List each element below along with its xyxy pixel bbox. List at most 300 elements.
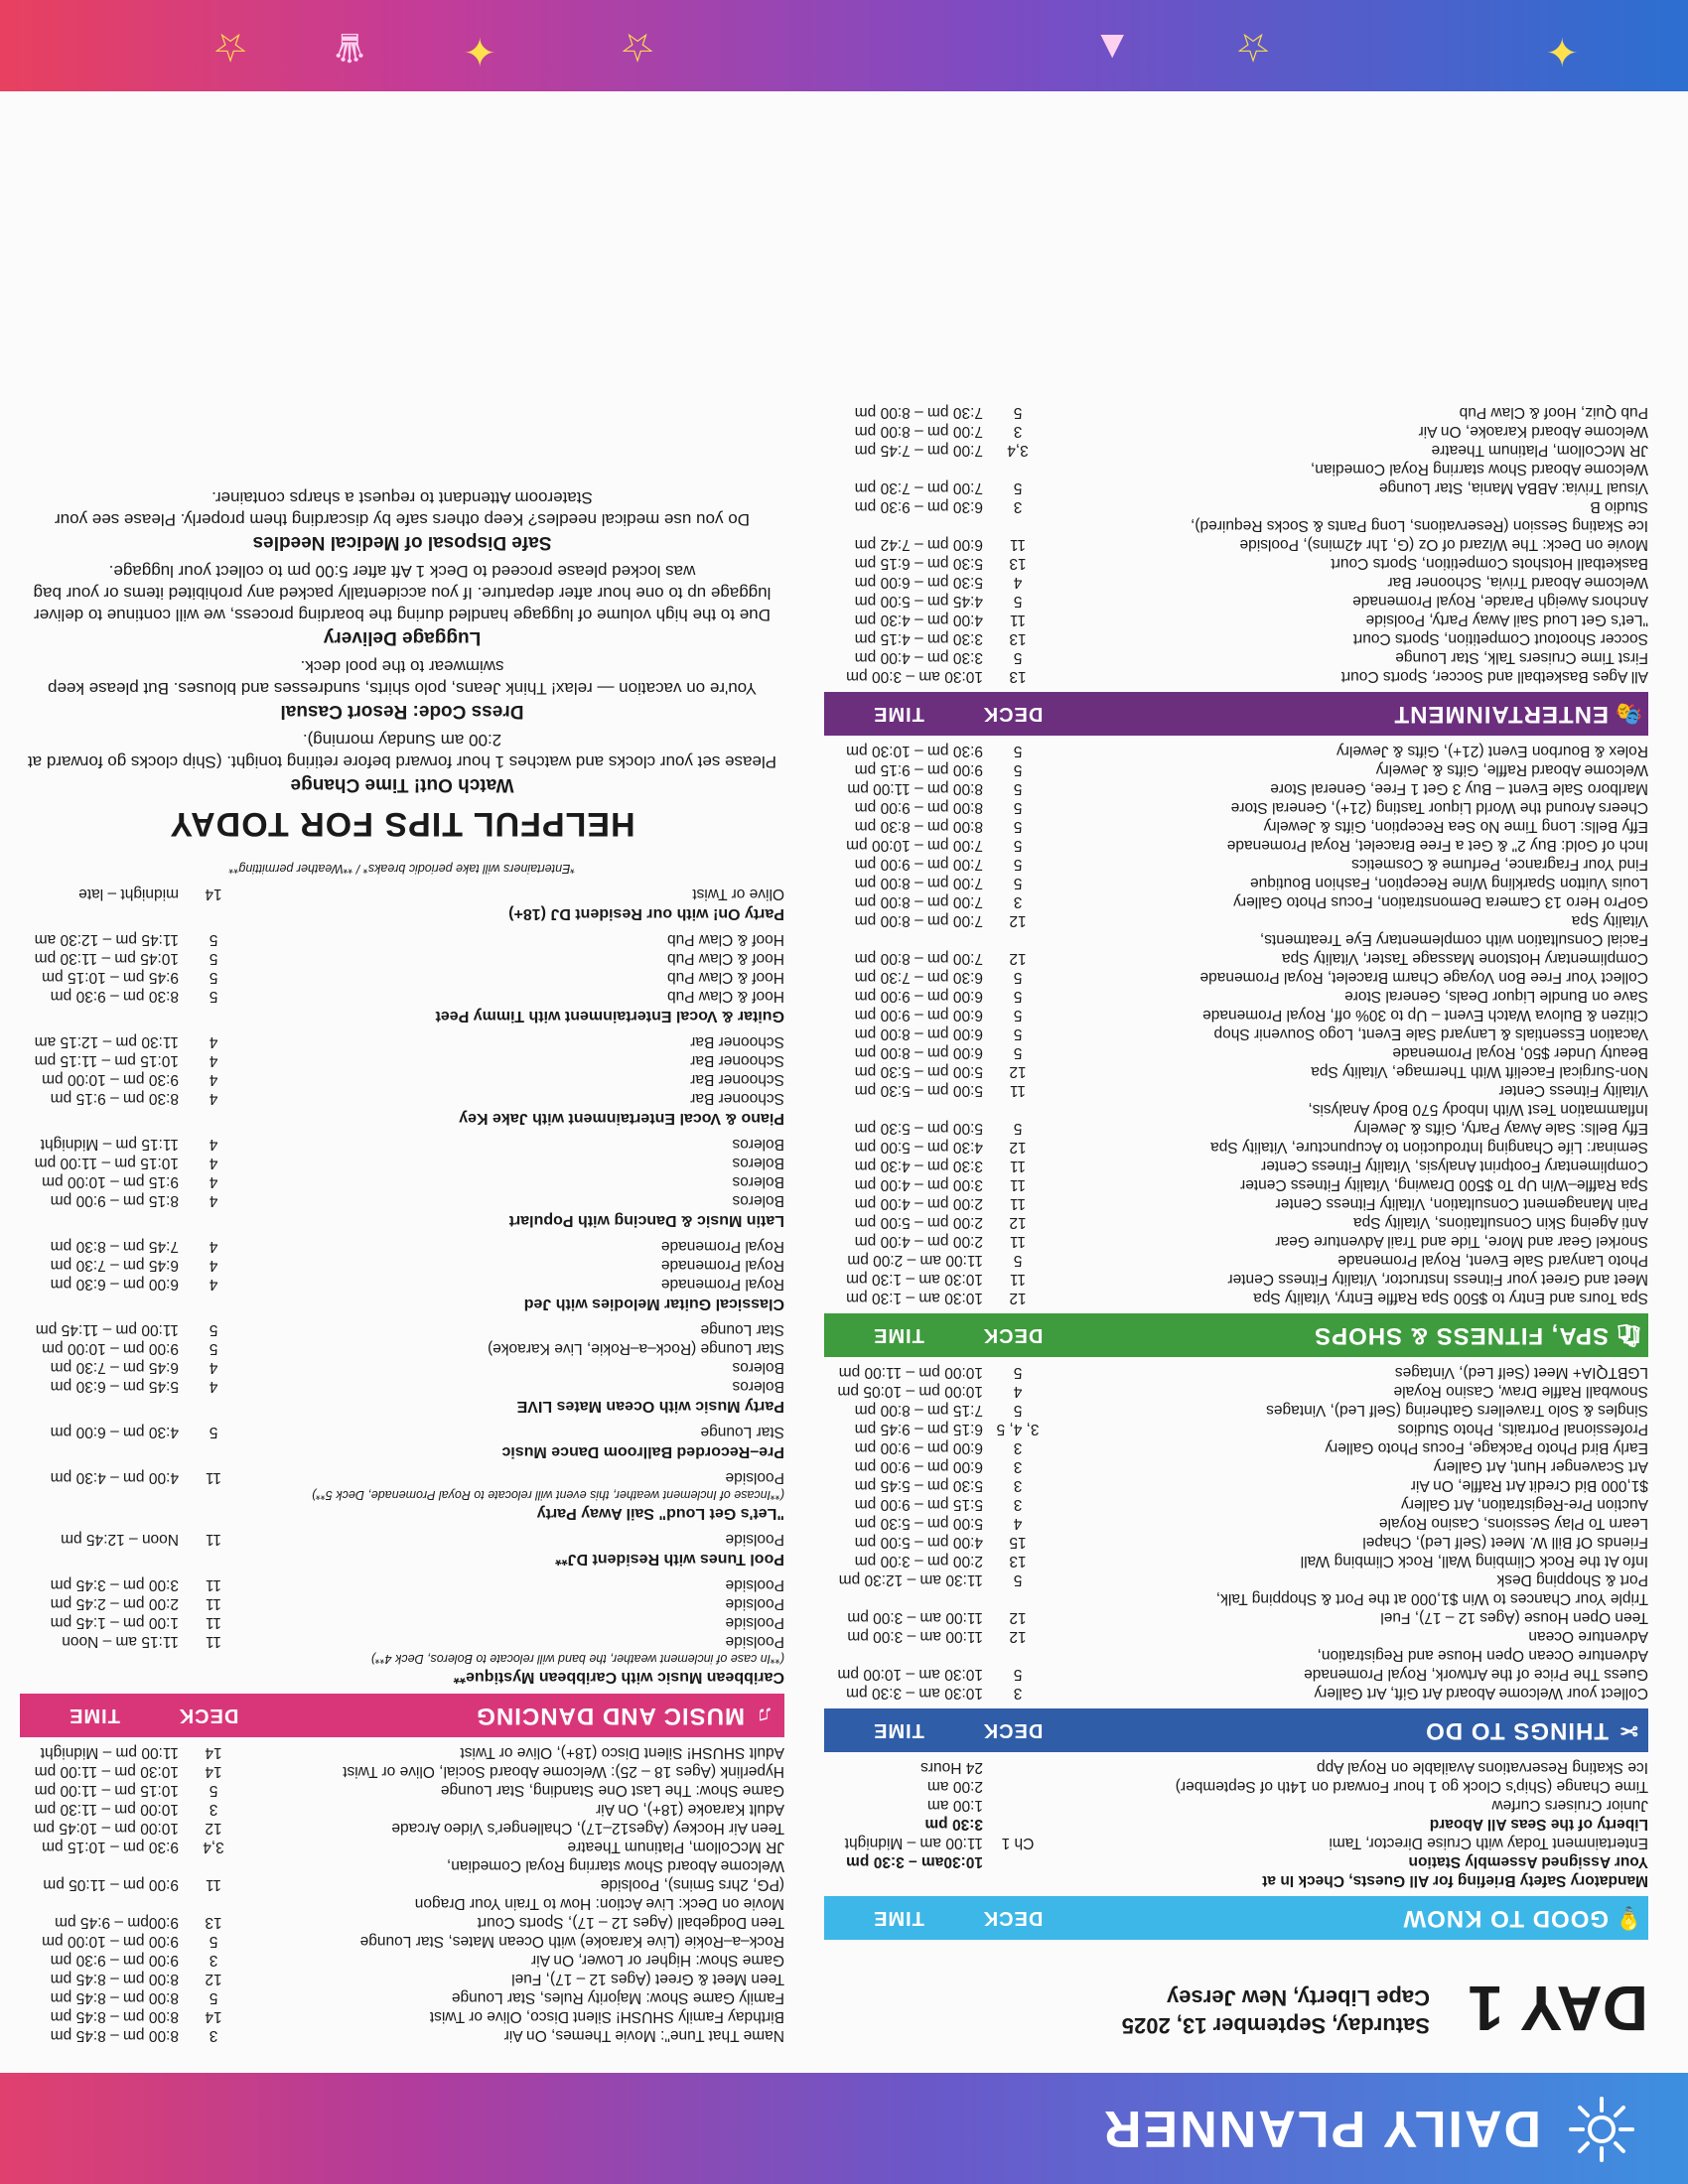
crown-icon: ♛ xyxy=(332,25,367,68)
table-row xyxy=(824,516,1648,535)
table-row xyxy=(824,1514,1648,1533)
deck-number: 5 xyxy=(1013,856,1023,873)
event-time: 2:00 pm – 5:00 pm xyxy=(854,1214,983,1231)
event-name: Mandatory Safety Briefing for All Guests, Check In at xyxy=(1262,1872,1648,1889)
tip-text: Please set your clocks and watches 1 hour forward before retiring tonight. (Ship clocks go forward at 2:00 am Sunday morning). xyxy=(27,731,777,771)
event-name: Studio B xyxy=(1590,498,1648,515)
deck-number xyxy=(179,1894,248,1913)
event-name: Welcome Aboard Raffle, Gifts & Jewelry xyxy=(1375,761,1648,778)
event-time: 9:30 pm – 10:30 pm xyxy=(846,743,983,759)
table-row xyxy=(20,1894,784,1913)
event-time: 1:00 am xyxy=(926,1797,983,1814)
event-time: 7:30 pm – 8:00 pm xyxy=(854,404,983,421)
deck-number: 4 xyxy=(209,1136,218,1153)
table-row xyxy=(824,648,1648,667)
event-name: Friends Of Bill W. Meet (Self Led), Chapel xyxy=(1362,1534,1648,1551)
deck-number: 4 xyxy=(209,1257,218,1274)
table-row xyxy=(824,667,1648,686)
deck-number xyxy=(983,930,1053,949)
music-group-note: (**In case of inclement weather, the band will relocate to Boleros, Deck 4**) xyxy=(370,1652,784,1666)
deck-number: 3 xyxy=(209,1801,218,1818)
event-name: Complimentary Hotstone Massage Taster, Vitality Spa xyxy=(1281,950,1648,967)
event-name: Learn To Play Sessions, Casino Royale xyxy=(1378,1515,1648,1532)
event-name: Professional Portraits, Photo Studios xyxy=(1397,1421,1648,1437)
table-row xyxy=(824,1852,1648,1871)
deck-number: 12 xyxy=(1009,1214,1027,1231)
deck-number xyxy=(179,1856,248,1875)
event-name: Rolex & Bourbon Event (21+), Gifts & Jewelry xyxy=(1336,743,1648,759)
entertainment-list xyxy=(824,403,1648,686)
music-group-title: Party On! with our Resident DJ (18+) xyxy=(508,905,784,922)
table-row xyxy=(20,1154,784,1172)
event-time: 7:00 pm – 10:00 pm xyxy=(846,837,983,854)
table-row xyxy=(20,949,784,968)
deck-number: 5 xyxy=(1013,818,1023,835)
event-time xyxy=(824,1100,983,1119)
event-time: 6:45 pm – 7:30 pm xyxy=(50,1257,179,1274)
deck-number xyxy=(983,1646,1053,1665)
event-name: Inflammation Test With Inbody 570 Body Analysis, xyxy=(1308,1101,1648,1118)
event-name: Louis Vuitton Sparkling Wine Reception, Fashion Boutique xyxy=(1250,875,1648,891)
header-banner xyxy=(0,2073,1688,2184)
table-row xyxy=(20,1856,784,1875)
table-row xyxy=(824,892,1648,911)
event-name: Early Bird Photo Package, Focus Photo Gallery xyxy=(1325,1439,1648,1456)
event-name: Olive or Twist xyxy=(692,886,784,902)
event-name: Boleros xyxy=(732,1173,784,1190)
deck-number: 4 xyxy=(1013,574,1023,591)
event-time: 5:45 pm – 6:30 pm xyxy=(50,1378,179,1395)
event-name: Soccer Shootout Competition, Sports Court xyxy=(1352,630,1648,647)
deck-number: 4 xyxy=(1013,1515,1023,1532)
deck-number: 5 xyxy=(1013,404,1023,421)
table-row xyxy=(20,1032,784,1051)
event-name: Name That Tune": Movie Themes, On Air xyxy=(503,2027,784,2044)
table-row xyxy=(20,1135,784,1154)
table-row xyxy=(824,836,1648,855)
tip-text: You're on vacation — relax! Think Jeans, polo shirts, sundresses and blouses. But please keep swimwear to the pool deck. xyxy=(48,657,757,698)
table-row xyxy=(824,1758,1648,1777)
deck-number: 4 xyxy=(209,1090,218,1107)
event-time: 10:30 am – 1:30 pm xyxy=(846,1271,983,1288)
music-group-title: Piano & Vocal Entertainment with Jake Key xyxy=(459,1110,784,1127)
table-row xyxy=(824,460,1648,478)
event-time: 6:00 pm – 9:00 pm xyxy=(854,1007,983,1024)
deck-number: 11 xyxy=(1009,1271,1027,1288)
deck-number: 4 xyxy=(209,1276,218,1293)
deck-number: 12 xyxy=(1009,950,1027,967)
table-row xyxy=(824,1777,1648,1796)
deck-number xyxy=(983,1871,1053,1890)
music-group-title: Guitar & Vocal Entertainment with Timmy Peet xyxy=(435,1008,784,1024)
deck-number: 4 xyxy=(209,1071,218,1088)
table-row xyxy=(20,1172,784,1191)
event-name: Marlboro Sale Event – Buy 3 Get 1 Free, General Store xyxy=(1270,780,1648,797)
event-time: 7:00 pm – 8:00 pm xyxy=(854,423,983,440)
table-row xyxy=(824,949,1648,968)
event-time xyxy=(824,930,983,949)
deck-number: 4 xyxy=(209,1052,218,1069)
event-time: 6:45 pm – 7:30 pm xyxy=(50,1359,179,1376)
music-group-title: Caribbean Music with Caribbean Mystique** xyxy=(453,1669,784,1686)
event-time: 7:00 pm – 8:00 pm xyxy=(854,950,983,967)
event-name: Ice Skating Session (Reservations, Long Pants & Socks Required), xyxy=(1191,517,1648,534)
deck-number xyxy=(983,516,1053,535)
table-row xyxy=(20,1423,784,1441)
deck-number: 5 xyxy=(209,1989,218,2006)
deck-number: 14 xyxy=(205,1763,222,1780)
table-row xyxy=(20,885,784,903)
event-name: Game Show: The Last One Standing, Star Lounge xyxy=(440,1782,784,1799)
table-row xyxy=(824,1871,1648,1890)
event-name: Adult SHUSH! Silent Disco (18+), Olive or Twist xyxy=(460,1744,784,1761)
table-row xyxy=(824,1251,1648,1270)
table-row xyxy=(20,1070,784,1089)
event-time: 8:15 pm – 9:00 pm xyxy=(50,1192,179,1209)
table-row xyxy=(824,1646,1648,1665)
event-time: 6:00 pm – 6:30 pm xyxy=(50,1276,179,1293)
table-row xyxy=(824,1382,1648,1401)
event-time: 2:00 pm – 2:45 pm xyxy=(50,1595,179,1612)
table-row xyxy=(824,987,1648,1006)
event-name: Schooner Bar xyxy=(690,1033,784,1050)
event-name: Citizen & Bulova Watch Event – Up to 30% off, Royal Promenade xyxy=(1202,1007,1648,1024)
event-time: 3:30 pm – 4:30 pm xyxy=(854,1158,983,1174)
deck-number: 5 xyxy=(209,950,218,967)
deck-number: 14 xyxy=(205,2008,222,2025)
day-number: DAY 1 xyxy=(1468,1973,1648,2044)
event-name: Meet and Greet your Fitness Instructor, Vitality Fitness Center xyxy=(1227,1271,1648,1288)
table-row xyxy=(824,1684,1648,1703)
event-time: 4:30 pm – 5:00 pm xyxy=(854,1139,983,1156)
event-name: Poolside xyxy=(725,1633,784,1650)
event-name: Art Scavenger Hunt, Art Gallery xyxy=(1433,1458,1648,1475)
event-time: 6:00 pm – 8:00 pm xyxy=(854,1025,983,1042)
event-time xyxy=(824,460,983,478)
section-good-to-know: 💡 GOOD TO KNOW DECK TIME xyxy=(824,1896,1648,1940)
event-time: 11:15 pm – Midnight xyxy=(40,1136,179,1153)
event-time: 9:00 pm – 11:05 pm xyxy=(43,1876,179,1893)
event-time: 1:00 pm – 1:45 pm xyxy=(50,1614,179,1631)
lightbulb-icon: 💡 xyxy=(1614,1906,1643,1931)
event-name: Movie on Deck: Live Action: How to Train Your Dragon xyxy=(414,1895,784,1912)
event-time: 2:00 am xyxy=(926,1778,983,1795)
deck-number: 5 xyxy=(1013,1007,1023,1024)
event-time: 11:00 am – 2:00 pm xyxy=(847,1252,983,1269)
event-name: Collect Your Free Bon Voyage Charm Bracelet, Royal Promenade xyxy=(1199,969,1648,986)
event-name: Liberty of the Seas All Aboard xyxy=(1429,1816,1648,1833)
deck-number: Ch 1 xyxy=(1001,1835,1035,1851)
footer-banner xyxy=(0,0,1688,91)
deck-number: 3 xyxy=(1013,1477,1023,1494)
event-name: Beauty Under $50, Royal Promenade xyxy=(1392,1044,1648,1061)
section-things-to-do: ✂ THINGS TO DO DECK TIME xyxy=(824,1708,1648,1752)
event-time: 10:30 pm – 11:00 pm xyxy=(34,1763,179,1780)
event-time: 6:00 pm – 9:00 pm xyxy=(854,988,983,1005)
deck-number xyxy=(983,1796,1053,1815)
event-name: Poolside xyxy=(725,1614,784,1631)
event-name: Collect your Welcome Aboard Art Gift, Art Gallery xyxy=(1314,1685,1648,1702)
table-row xyxy=(20,1051,784,1070)
sun-icon xyxy=(1567,2095,1636,2164)
event-time: 7:45 pm – 8:30 pm xyxy=(50,1238,179,1255)
deck-number: 12 xyxy=(205,1820,222,1837)
deck-number: 4 xyxy=(209,1359,218,1376)
table-row xyxy=(20,1275,784,1294)
event-name: Boleros xyxy=(732,1378,784,1395)
table-row xyxy=(824,911,1648,930)
music-group-title: Latin Music & Dancing with Populart xyxy=(508,1212,784,1229)
deck-number: 3,4 xyxy=(203,1839,224,1855)
event-time: 2:00 pm – 3:00 pm xyxy=(854,1553,983,1570)
table-row xyxy=(20,1468,784,1487)
event-name: Teen Open House (Ages 12 – 17), Fuel xyxy=(1380,1609,1648,1626)
event-name: Star Lounge xyxy=(700,1321,784,1338)
deck-number: 11 xyxy=(205,1576,222,1593)
deck-number: 3 xyxy=(1013,1439,1023,1456)
event-time: 6:30 pm – 9:30 pm xyxy=(854,498,983,515)
table-row xyxy=(824,1100,1648,1119)
event-time xyxy=(824,516,983,535)
deck-number: 3,4 xyxy=(1007,442,1029,459)
date-text: Saturday, September 13, 2025 xyxy=(1121,2013,1430,2038)
deck-number: 11 xyxy=(205,1633,222,1650)
event-time: 10:15 pm – 11:00 pm xyxy=(34,1155,179,1171)
section-spa-fitness-shops: 🛍 SPA, FITNESS & SHOPS DECK TIME xyxy=(824,1313,1648,1357)
deck-number: 5 xyxy=(1013,969,1023,986)
table-row xyxy=(824,1570,1648,1589)
deck-number xyxy=(983,1100,1053,1119)
table-row xyxy=(824,1270,1648,1289)
event-name: Adventure Ocean xyxy=(1528,1628,1648,1645)
table-row xyxy=(20,1932,784,1951)
event-time: 10:00 pm – 11:30 pm xyxy=(34,1801,179,1818)
event-time: 10:45 pm – 11:30 pm xyxy=(34,950,179,967)
table-row xyxy=(824,535,1648,554)
event-name: Schooner Bar xyxy=(690,1052,784,1069)
event-name: Snowball Raffle Draw, Casino Royale xyxy=(1393,1383,1648,1400)
table-row xyxy=(20,987,784,1006)
event-time: 10:00 pm – 10:05 pm xyxy=(837,1383,983,1400)
event-name: Adventure Ocean Open House and Registration, xyxy=(1317,1647,1648,1664)
event-time: 8:00 pm – 8:45 pm xyxy=(50,2027,179,2044)
table-row xyxy=(824,1289,1648,1307)
deck-number: 14 xyxy=(205,886,222,902)
event-time: 3:00 pm – 3:45 pm xyxy=(50,1576,179,1593)
event-time: 3:30 pm xyxy=(924,1816,983,1833)
event-time: 5:30 pm – 6:00 pm xyxy=(854,574,983,591)
event-time: 5:15 pm – 9:00 pm xyxy=(854,1496,983,1513)
mask-icon: 🎭 xyxy=(1614,702,1643,727)
event-name: Star Lounge xyxy=(700,1424,784,1440)
deck-number: 5 xyxy=(1013,1025,1023,1042)
event-name: Spa Tours and Entry to $500 Spa Raffle Entry, Vitality Spa xyxy=(1253,1290,1648,1306)
deck-number: 4 xyxy=(1013,1383,1023,1400)
table-row xyxy=(824,1476,1648,1495)
deck-number: 5 xyxy=(209,1782,218,1799)
event-name: Time Change (Ship's Clock go 1 hour Forward on 14th of September) xyxy=(1175,1778,1648,1795)
deck-number: 5 xyxy=(209,1933,218,1950)
deck-number: 5 xyxy=(1013,1252,1023,1269)
table-row xyxy=(20,1913,784,1932)
section-entertainment: 🎭 ENTERTAINMENT DECK TIME xyxy=(824,692,1648,736)
event-name: Boleros xyxy=(732,1359,784,1376)
event-time: 4:00 pm – 4:30 pm xyxy=(50,1469,179,1486)
deck-number: 11 xyxy=(1009,1233,1027,1250)
event-time: 6:00 pm – 9:00 pm xyxy=(854,1439,983,1456)
deck-number: 5 xyxy=(209,931,218,948)
event-time: 11:00 pm – Midnight xyxy=(40,1744,179,1761)
event-name: Star Lounge (Rock–a–Rokie, Live Karaoke) xyxy=(488,1340,784,1357)
table-row xyxy=(824,1796,1648,1815)
event-name: JR McCollom, Platinum Theatre xyxy=(1431,442,1648,459)
table-row xyxy=(20,1781,784,1800)
event-time: 2:00 pm – 4:00 pm xyxy=(854,1233,983,1250)
table-row xyxy=(824,874,1648,892)
deck-number: 5 xyxy=(1013,1666,1023,1683)
deck-number: 5 xyxy=(1013,1402,1023,1419)
deck-number: 3 xyxy=(209,1952,218,1969)
table-row xyxy=(824,554,1648,573)
deck-number: 11 xyxy=(205,1876,222,1893)
good-to-know-list xyxy=(824,1758,1648,1890)
event-time: 8:00 pm – 8:30 pm xyxy=(854,818,983,835)
table-row xyxy=(824,497,1648,516)
table-row xyxy=(20,2026,784,2045)
deck-number xyxy=(983,1758,1053,1777)
table-row xyxy=(824,1608,1648,1627)
event-name: Adult Karaoke (18+), On Air xyxy=(596,1801,784,1818)
music-group-title: Pre–Recorded Ballroom Dance Music xyxy=(501,1443,784,1460)
event-name: Schooner Bar xyxy=(690,1090,784,1107)
event-name: Royal Promenade xyxy=(660,1257,784,1274)
event-time: 11:45 pm – 12:30 am xyxy=(34,931,179,948)
section-music-and-dancing: ♫ MUSIC AND DANCING DECK TIME xyxy=(20,1694,784,1737)
event-time: 6:00 pm – 7:42 pm xyxy=(854,536,983,553)
event-name: Vitality Fitness Center xyxy=(1498,1082,1648,1099)
table-row xyxy=(20,1089,784,1108)
music-list xyxy=(20,885,784,1688)
event-name: Info At the Rock Climbing Wall, Rock Climbing Wall xyxy=(1300,1553,1648,1570)
event-time: 7:00 pm – 8:00 pm xyxy=(854,893,983,910)
event-time: 7:00 pm – 9:00 pm xyxy=(854,856,983,873)
deck-number: 5 xyxy=(209,969,218,986)
event-name: Pain Management Consultation, Vitality Fitness Center xyxy=(1275,1195,1648,1212)
deck-number: 12 xyxy=(1009,1609,1027,1626)
event-name: All Ages Basketball and Soccer, Sports Court xyxy=(1340,668,1648,685)
event-time: 9:45 pm – 10:15 pm xyxy=(42,969,179,986)
event-time: 11:30 am – 12:30 pm xyxy=(838,1571,983,1588)
event-time: 9:15 pm – 10:00 pm xyxy=(42,1173,179,1190)
event-name: Inch of Gold: Buy 2" & Get a Free Bracelet, Royal Promenade xyxy=(1226,837,1648,854)
deck-number: 13 xyxy=(1009,555,1027,572)
event-time: 5:00 pm – 5:30 pm xyxy=(854,1120,983,1137)
event-name: Boleros xyxy=(732,1155,784,1171)
event-time: 10:15 pm – 11:00 pm xyxy=(34,1782,179,1799)
event-name: Boleros xyxy=(732,1192,784,1209)
table-row xyxy=(824,403,1648,422)
table-row xyxy=(824,1665,1648,1684)
event-name: Triple Your Chances to Win $1,000 at the Port & Shopping Talk, xyxy=(1215,1590,1648,1607)
table-row xyxy=(824,1175,1648,1194)
event-name: Vitality Spa xyxy=(1571,912,1648,929)
event-name: Welcome Aboard Show starring Royal Comedian, xyxy=(446,1857,784,1874)
event-time xyxy=(824,1589,983,1608)
table-row xyxy=(824,1363,1648,1382)
event-name: Hoof & Claw Pub xyxy=(666,988,784,1005)
deck-number: 12 xyxy=(1009,1290,1027,1306)
event-time: 3:30 pm – 4:15 pm xyxy=(854,630,983,647)
planner-title: DAILY PLANNER xyxy=(1101,2100,1541,2157)
event-name: Poolside xyxy=(725,1469,784,1486)
event-name: $1,000 Bid Credit Art Raffle, On Air xyxy=(1410,1477,1648,1494)
event-time: 5:00 pm – 5:30 pm xyxy=(854,1063,983,1080)
deck-number: 11 xyxy=(1009,1082,1027,1099)
event-name: Junior Cruisers Curfew xyxy=(1491,1797,1648,1814)
event-name: Welcome Aboard Trivia, Schooner Bar xyxy=(1387,574,1648,591)
deck-number: 5 xyxy=(1013,1364,1023,1381)
event-time: 11:00 pm – 11:45 pm xyxy=(35,1321,179,1338)
event-name: Auction Pre-Registration, Art Gallery xyxy=(1401,1496,1648,1513)
spa-list xyxy=(824,742,1648,1307)
event-time: 7:00 pm – 8:00 pm xyxy=(854,912,983,929)
things-to-do-list xyxy=(824,1363,1648,1703)
deck-number xyxy=(983,1815,1053,1834)
deck-number: 5 xyxy=(209,1321,218,1338)
deck-number xyxy=(983,460,1053,478)
deck-number: 5 xyxy=(1013,761,1023,778)
event-time: 5:00 pm – 5:30 pm xyxy=(854,1515,983,1532)
tips-title: HELPFUL TIPS FOR TODAY xyxy=(169,805,635,843)
table-row xyxy=(20,1320,784,1339)
deck-number xyxy=(983,1589,1053,1608)
event-time: 10:30 am – 3:00 pm xyxy=(846,668,983,685)
event-name: Welcome Aboard Show starring Royal Comedian, xyxy=(1310,461,1648,478)
table-row xyxy=(824,1062,1648,1081)
event-time xyxy=(824,1646,983,1665)
event-time: 9:00 pm – 10:00 pm xyxy=(42,1340,179,1357)
event-name: Royal Promenade xyxy=(660,1276,784,1293)
deck-number: 12 xyxy=(1009,1063,1027,1080)
deck-number: 3 xyxy=(1013,1496,1023,1513)
event-name: Cheers Around the World Liquor Tasting (21+), General Store xyxy=(1230,799,1648,816)
table-row xyxy=(824,592,1648,611)
table-row xyxy=(20,1613,784,1632)
event-name: Teen Dodgeball (Ages 12 – 17), Sports Court xyxy=(477,1914,784,1931)
event-name: Poolside xyxy=(725,1595,784,1612)
event-name: First Time Cruisers Talk, Star Lounge xyxy=(1395,649,1648,666)
tip-text: Do you use medical needles? Keep others safe by discarding them properly. Please see your Stateroom Attendant to request a sharps container. xyxy=(55,488,750,529)
music-note-icon: ♫ xyxy=(756,1704,774,1728)
table-row xyxy=(824,742,1648,760)
deck-number: 12 xyxy=(1009,912,1027,929)
event-time: 7:15 pm – 8:00 pm xyxy=(854,1402,983,1419)
right-column xyxy=(20,486,784,2045)
table-row xyxy=(824,441,1648,460)
deck-number: 4 xyxy=(209,1192,218,1209)
event-time: 4:30 pm – 6:00 pm xyxy=(50,1424,179,1440)
event-name: Royal Promenade xyxy=(660,1238,784,1255)
event-name: LGBTQIA+ Meet (Self Led), Vintages xyxy=(1394,1364,1648,1381)
deck-number: 5 xyxy=(209,988,218,1005)
event-name: Hyperlink (Ages 18 – 25): Welcome Aboard Social, Olive or Twist xyxy=(343,1763,784,1780)
event-time: 10:30 am – 3:30 pm xyxy=(846,1685,983,1702)
deck-number: 4 xyxy=(209,1173,218,1190)
star-icon: ✦ xyxy=(1545,29,1579,72)
event-time: 8:30 pm – 9:15 pm xyxy=(50,1090,179,1107)
event-time: midnight – late xyxy=(78,886,179,902)
table-row xyxy=(824,1420,1648,1438)
